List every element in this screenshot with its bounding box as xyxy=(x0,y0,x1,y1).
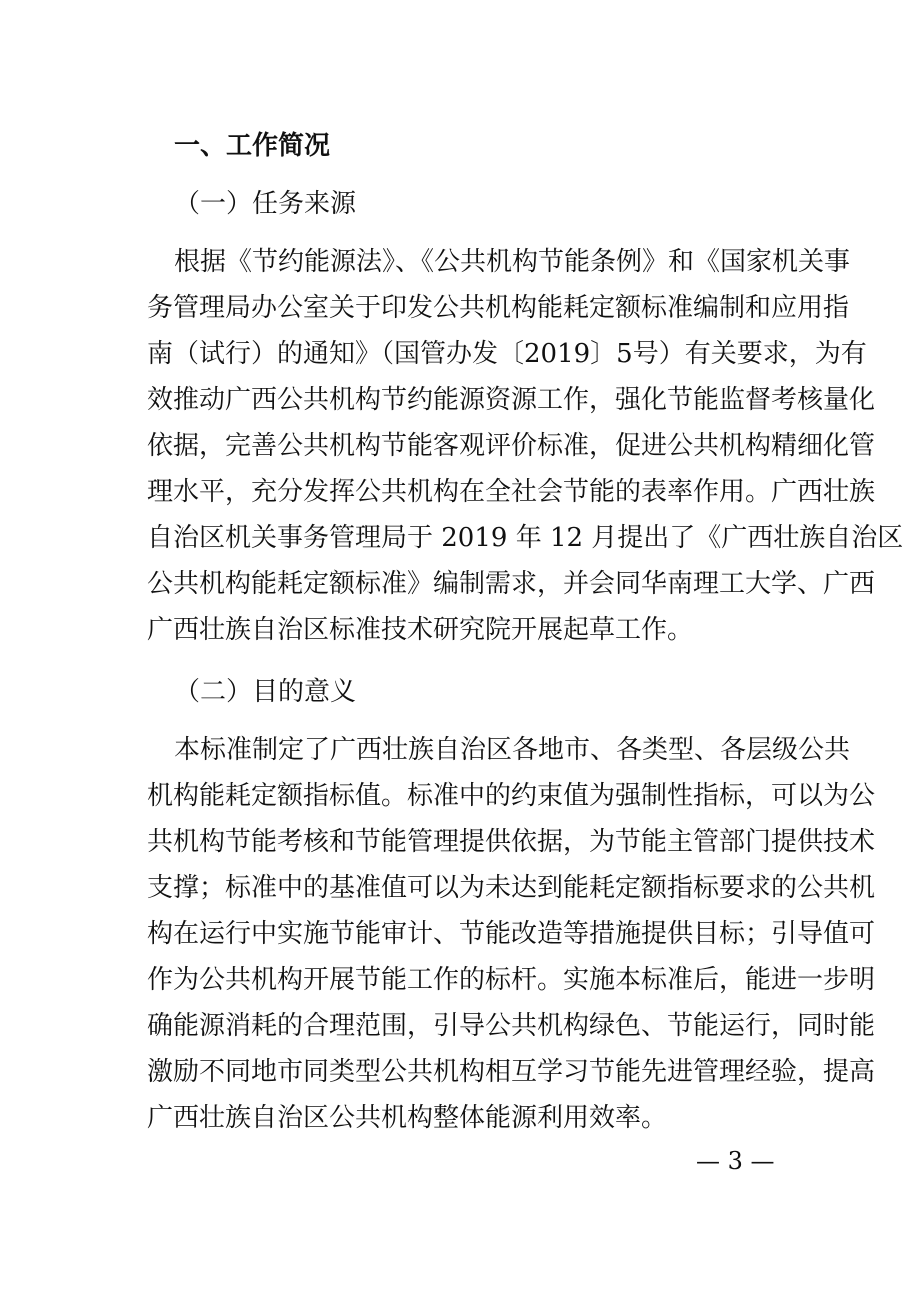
paragraph-line: 依据，完善公共机构节能客观评价标准，促进公共机构精细化管 xyxy=(147,431,876,461)
paragraph-line: 确能源消耗的合理范围，引导公共机构绿色、节能运行，同时能 xyxy=(147,1011,876,1041)
paragraph-line: 支撑；标准中的基准值可以为未达到能耗定额指标要求的公共机 xyxy=(147,873,876,903)
paragraph-line: 广西壮族自治区公共机构整体能源利用效率。 xyxy=(147,1103,668,1133)
page-number: — 3 — xyxy=(696,1147,775,1175)
subsection-title-task-source: （一）任务来源 xyxy=(174,189,357,219)
paragraph-line: 南（试行）的通知》（国管办发〔2019〕5号）有关要求，为有 xyxy=(147,339,867,369)
subsection-title-purpose: （二）目的意义 xyxy=(174,677,357,707)
paragraph-line: 务管理局办公室关于印发公共机构能耗定额标准编制和应用指 xyxy=(147,293,850,323)
paragraph-line: 本标准制定了广西壮族自治区各地市、各类型、各层级公共 xyxy=(174,735,851,765)
paragraph-line: 激励不同地市同类型公共机构相互学习节能先进管理经验，提高 xyxy=(147,1057,876,1087)
paragraph-line: 理水平，充分发挥公共机构在全社会节能的表率作用。广西壮族 xyxy=(147,477,876,507)
paragraph-line: 公共机构能耗定额标准》编制需求，并会同华南理工大学、广西 xyxy=(147,569,876,599)
paragraph-line: 根据《节约能源法》、《公共机构节能条例》和《国家机关事 xyxy=(174,247,851,277)
paragraph-line: 机构能耗定额指标值。标准中的约束值为强制性指标，可以为公 xyxy=(147,781,876,811)
paragraph-line: 广西壮族自治区标准技术研究院开展起草工作。 xyxy=(147,615,694,645)
paragraph-line: 共机构节能考核和节能管理提供依据，为节能主管部门提供技术 xyxy=(147,827,876,857)
paragraph-line: 作为公共机构开展节能工作的标杆。实施本标准后，能进一步明 xyxy=(147,965,876,995)
section-heading: 一、工作简况 xyxy=(174,131,331,161)
paragraph-line: 构在运行中实施节能审计、节能改造等措施提供目标；引导值可 xyxy=(147,919,876,949)
paragraph-line: 效推动广西公共机构节约能源资源工作，强化节能监督考核量化 xyxy=(147,385,876,415)
paragraph-line: 自治区机关事务管理局于 2019 年 12 月提出了《广西壮族自治区 xyxy=(147,523,904,553)
